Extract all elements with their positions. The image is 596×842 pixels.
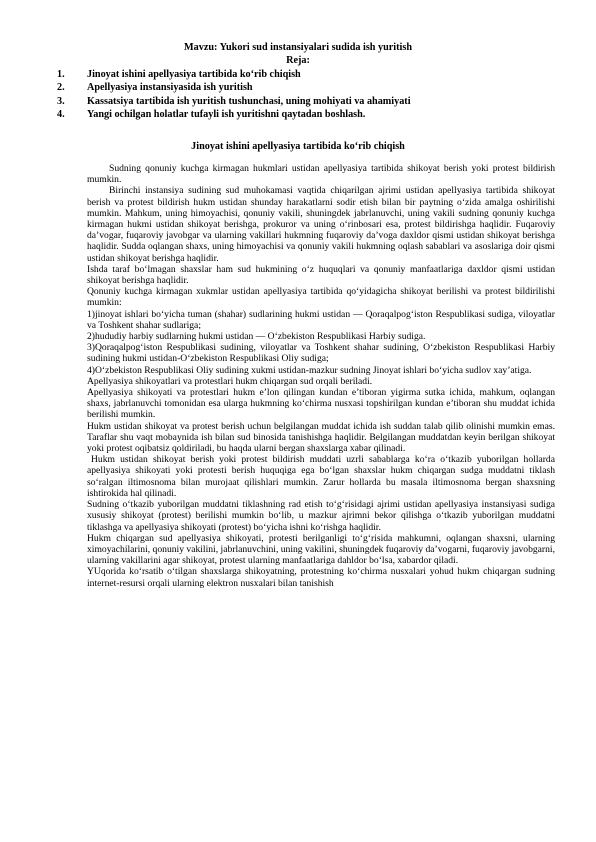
paragraph: 1)jinoyat ishlari bo‘yicha tuman (shahar) sudlarining hukmi ustidan — Qoraqalpog‘iston Respublikasi sudiga, viloyatlar va Toshkent shahar sudlariga; [87,308,555,331]
paragraph: Hukm ustidan shikoyat va protest berish uchun belgilangan muddat ichida ish suddan talab qilib olinishi mumkin emas. Taraflar shu vaqt mobaynida ish bilan sud binosida tanishishga haqlidir. Belgilangan muddatdan keyin berilgan shikoyat yoki protest oqibatsiz qoldiriladi, bu haqda ularni bergan shaxslarga xabar qilinadi. [87,420,555,455]
paragraph: 3)Qoraqalpog‘iston Respublikasi sudining, viloyatlar va Toshkent shahar sudining, O‘zbekiston Respublikasi Harbiy sudining hukmi ustidan-O‘zbekiston Respublikasi Oliy sudiga; [87,342,555,365]
paragraph: Hukm ustidan shikoyat berish yoki protest bildirish muddati uzrli sabablarga ko‘ra o‘tkazib yuborilgan hollarda apellyasiya shikoyati yoki protesti berish huquqiga ega bo‘lgan shaxslar hukm chiqargan sudga muddatni tiklash so‘ralgan iltimosnoma bilan murojaat qilishlari mumkin. Zarur hollarda bu masala iltimosnoma bergan shaxsning ishtirokida hal qilinadi. [87,454,555,499]
paragraph: YUqorida ko‘rsatib o‘tilgan shaxslarga shikoyatning, protestning ko‘chirma nusxalari yohud hukm chiqargan sudning internet-resursi orqali ularning elektron nusxalari bilan tanishish [87,566,555,589]
plan-list [57,68,557,122]
plan-heading: Reja: [286,55,310,66]
plan-item: 2. Apellyasiya instansiyasida ish yuritish [57,82,253,94]
paragraph: Sudning qonuniy kuchga kirmagan hukmlari ustidan apellyasiya tartibida shikoyat berish yoki protest bildirish mumkin. [87,163,555,186]
plan-item: 4. Yangi ochilgan holatlar tufayli ish yuritishni qaytadan boshlash. [57,109,366,121]
paragraph: Apellyasiya shikoyatlari va protestlari hukm chiqargan sud orqali beriladi. [87,375,373,387]
paragraph: Birinchi instansiya sudining sud muhokamasi vaqtida chiqarilgan ajrimi ustidan apellyasiya tartibida shikoyat berish va protest bildirish hukm ustidan shunday harakatlarni sodir etish bilan bir paytning o‘zida amalga oshirilishi mumkin. Mahkum, uning himoyachisi, qonuniy vakili, shuningdek jabrlanuvchi, uning vakili sudning qonuniy kuchga kirmagan hukmi ustidan shikoyat berishga, prokuror va uning o‘rinbosari esa, protest bildirishga haqlidir. Fuqaroviy da’vogar, fuqaroviy javobgar va ularning vakillari hukmning fuqaroviy da’voga daxldor qismi ustidan shikoyat berishga haqlidir. Sudda oqlangan shaxs, uning himoyachisi va qonuniy vakili hukmning oqlash sabablari va asoslariga doir qismi ustidan shikoyat berishga haqlidir. [87,185,555,264]
plan-item: 1. Jinoyat ishini apellyasiya tartibida ko‘rib chiqish [57,69,301,80]
section-title: Jinoyat ishini apellyasiya tartibida ko‘rib chiqish [191,141,405,152]
paragraph: Ishda taraf bo‘lmagan shaxslar ham sud hukmining o‘z huquqlari va qonuniy manfaatlariga daxldor qismi ustidan shikoyat berishga haqlidir. [87,263,555,287]
plan-item: 3. Kassatsiya tartibida ish yuritish tushunchasi, uning mohiyati va ahamiyati [57,95,411,107]
document-body [87,163,555,589]
paragraph: Sudning o‘tkazib yuborilgan muddatni tiklashning rad etish to‘g‘risidagi ajrimi ustidan apellyasiya instansiyasi sudiga xususiy shikoyat (protest) berilishi mumkin bo‘lib, u mazkur ajrimni bekor qilishga o‘tkazib yuborilgan muddatni tiklashga va apellyasiya shikoyati (protest) bo‘yicha ishni ko‘rishga haqlidir. [87,499,555,533]
paragraph: Qonuniy kuchga kirmagan xukmlar ustidan apellyasiya tartibida qo‘yidagicha shikoyat berilishi va protest bildirilishi mumkin: [87,286,555,309]
document-title: Mavzu: Yukori sud instansiyalari sudida ish yuritish [184,42,412,53]
paragraph: Hukm chiqargan sud apellyasiya shikoyati, protesti berilganligi to‘g‘risida mahkumni, oqlangan shaxsni, ularning ximoyachilarini, qonuniy vakilini, jabrlanuvchini, uning vakilini, shuningdek fuqaroviy da’vogarni, fuqaroviy javobgarni, ularning vakillarini agar shikoyat, protest ularning manfaatlariga dahldor bo‘lsa, xabardor qiladi. [87,532,555,567]
paragraph: 2)hududiy harbiy sudlarning hukmi ustidan — O‘zbekiston Respublikasi Harbiy sudiga. [87,331,426,343]
paragraph: Apellyasiya shikoyati va protestlari hukm e’lon qilingan kundan e’tiboran yigirma sutka ichida, mahkum, oqlangan shaxs, jabrlanuvchi tomonidan esa ularga hukmning ko‘chirma nusxasi topshirilgan kundan e’tiboran shu muddat ichida berilishi mumkin. [87,387,555,421]
paragraph: 4)O‘zbekiston Respublikasi Oliy sudining xukmi ustidan-mazkur sudning Jinoyat ishlari bo‘yicha sudlov xay’atiga. [87,364,532,376]
